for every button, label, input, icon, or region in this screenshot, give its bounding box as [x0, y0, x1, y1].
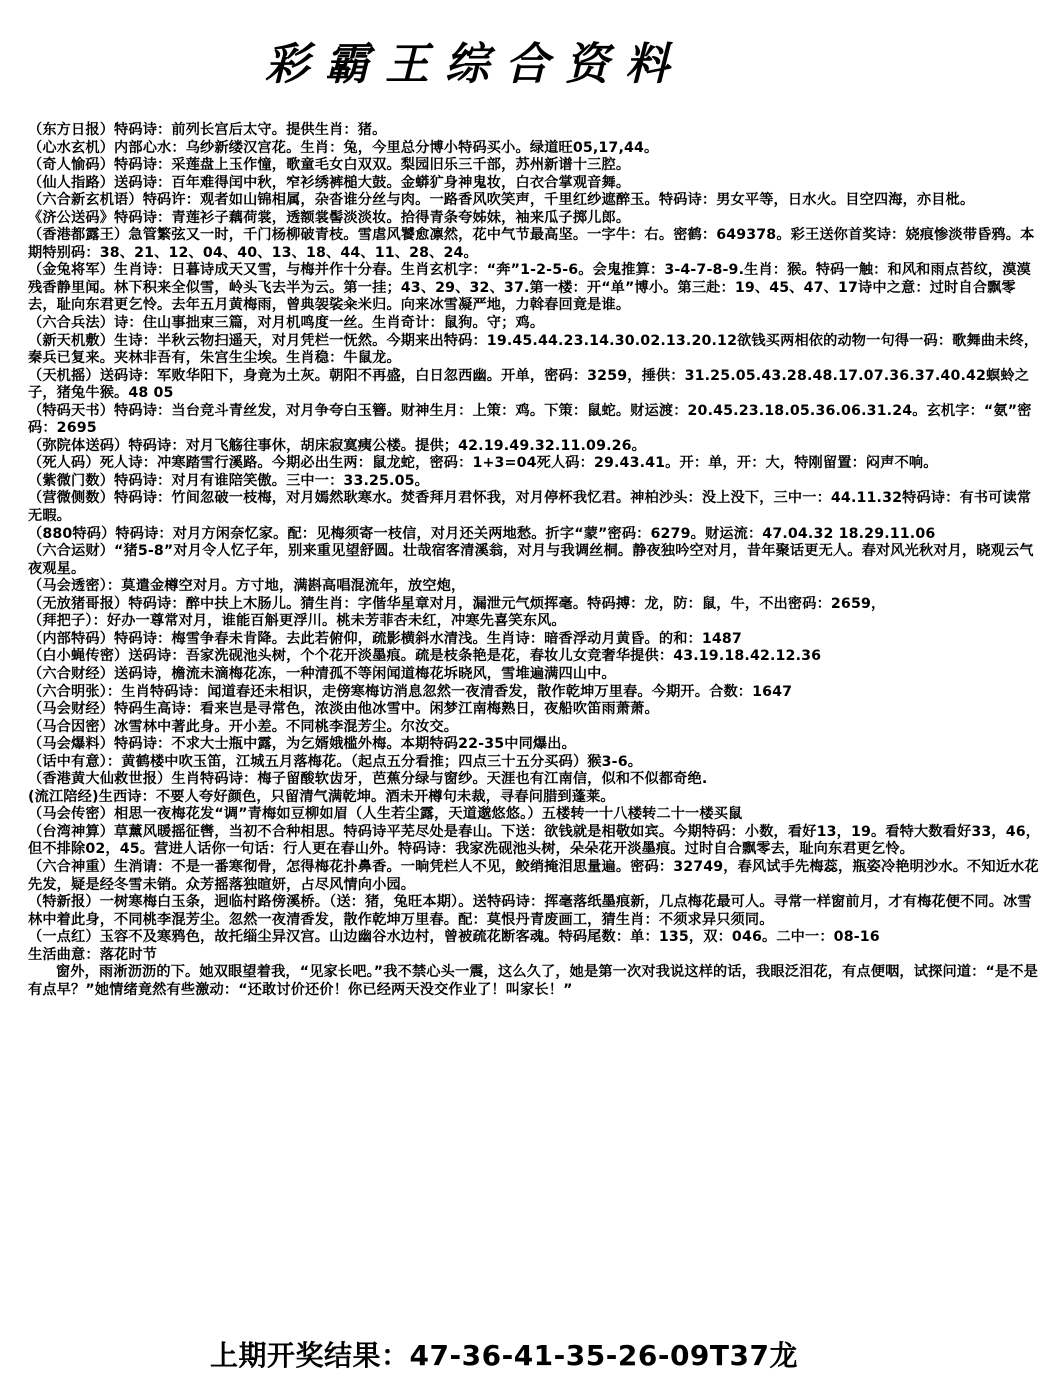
entry-paragraph: （话中有意）：黄鹤楼中吹玉笛，江城五月落梅花。（起点五分看推；四点三十五分买码）猴3-6。 [28, 753, 643, 770]
entry-paragraph: （弥院体送码）特码诗：对月飞觞往事休，胡床寂寞痍公楼。提供；42.19.49.32.11.09.26。 [28, 437, 647, 454]
entry-paragraph: （一点红）玉容不及寒鸦色，故托缁尘异汉宫。山边幽谷水边村，曾被疏花断客魂。特码尾数：单：135，双：046。二中一：08-16 [28, 929, 880, 946]
entry-paragraph: （880特码）特码诗：对月方闲奈忆家。配：见梅须寄一枝信，对月还关两地愁。折字“蒙”密码：6279。财运流：47.04.32 18.29.11.06 [28, 525, 936, 542]
entry-paragraph: （死人码）死人诗：冲寒踏雪行溪路。今期必出生两：鼠龙蛇，密码：1+3=04死人码：29.43.41。开：单，开：大，特刚留置：闷声不响。 [28, 455, 938, 472]
entry-paragraph: 《济公送码》特码诗：青莲衫子藕荷裳，透额裳髻淡淡妆。拾得青条夸姊妹，袖来瓜子掷儿郎。 [28, 209, 631, 226]
entry-paragraph: （台湾神算）草薰风暖摇征辔，当初不合种相思。特码诗平芜尽处是春山。下送：欲钱就是相敬如宾。今期特码：小数，看好13，19。看特大数看好33，46，但不排除02，45。营进人话你一句话：行人更在春山外。特码诗：我家洗砚池头树，朵朵花开淡墨痕。过时自合飘零去，耻向东君更乞怜。 [28, 823, 1041, 858]
entry-paragraph: （六合兵法）诗：住山事拙束三篇，对月机鸣度一丝。生肖奇计：鼠狗。守；鸡。 [28, 315, 545, 332]
entry-paragraph: （马会爆料）特码诗：不求大士瓶中露，为乞婿娥槛外梅。本期特码22-35中同爆出。 [28, 736, 576, 753]
entry-paragraph: （无放猪哥报）特码诗：醉中扶上木肠儿。猜生肖：字偕华星章对月，漏泄元气烦挥毫。特码搏：龙，防：鼠，牛，不出密码：2659， [28, 595, 886, 612]
entry-paragraph: （紫微门数）特码诗：对月有谁陪笑傲。三中一：33.25.05。 [28, 472, 429, 489]
entry-paragraph: （六合神重）生消请：不是一番寒彻骨，怎得梅花扑鼻香。一晌凭栏人不见，鲛绡掩泪思量遍。密码：32749，春风试手先梅蕊，瓶姿冷艳明沙水。不知近水花先发，疑是经冬雪未销。众芳摇落独暄妍，占尽风情向小园。 [28, 858, 1039, 893]
entry-paragraph: （六合运财）“猪5-8”对月令人忆子年，别来重见望舒圆。壮哉宿客清溪翁，对月与我调丝桐。静夜独吟空对月，昔年聚话更无人。春对风光秋对月，晓观云气夜观星。 [28, 543, 1034, 577]
entry-paragraph: （六合明张）：生肖特码诗：闻道春还未相识，走傍寒梅访消息忽然一夜清香发，散作乾坤万里春。今期开。合数：1647 [28, 683, 793, 700]
story-paragraph: 窗外，雨淅沥沥的下。她双眼望着我，“见家长吧。”我不禁心头一震，这么久了，她是第一次对我说这样的话，我眼泛泪花，有点便咽，试探问道：“是不是有点早？”她情绪竟然有些激动：“还敢讨价还价！你已经两天没交作业了！叫家长！” [28, 964, 1038, 998]
entry-paragraph: （天机摇）送码诗：军败华阳下，身竟为土灰。朝阳不再盛，白日忽西幽。开单，密码：3259，捶供：31.25.05.43.28.48.17.07.36.37.40.42螟蛉之子，猪兔牛猴。48 05 [28, 367, 1030, 402]
entry-paragraph: （东方日报）特码诗：前列长宫后太守。提供生肖：猪。 [28, 122, 387, 138]
entry-paragraph: （奇人愉码）特码诗：采莲盘上玉作憧，歌童毛女白双双。梨园旧乐三千部，苏州新谱十三腔。 [28, 157, 631, 174]
entry-paragraph: （营微侧数）特码诗：竹间忽破一枝梅，对月嫣然耿寒水。焚香拜月君怀我，对月停杯我忆君。神柏沙头：没上没下，三中一：44.11.32特码诗：有书可读常无暇。 [28, 490, 1032, 525]
entry-paragraph: （六合新玄机语）特码许：观者如山锦相属，杂沓谁分丝与肉。一路香风吹笑声，千里红纱遮醉玉。特码诗：男女平等，日水火。目空四海，亦目枇。 [28, 192, 975, 209]
page-title: 彩霸王综合资料 [265, 39, 685, 90]
entry-paragraph: 生活曲意：落花时节 [28, 946, 158, 963]
entry-paragraph: （心水玄机）内部心水：乌纱新缕汉宫花。生肖：兔，今里总分博小特码买小。绿道旺05,17,44。 [28, 139, 659, 156]
entry-paragraph: （内部特码）特码诗：梅雪争春未肯降。去此若俯仰，疏影横斜水清浅。生肖诗：暗香浮动月黄昏。的和：1487 [28, 630, 742, 647]
entry-paragraph: （马会传密）相思一夜梅花发“调”青梅如豆柳如眉（人生若尘露，天道邈悠悠。）五楼转一十八楼转二十一楼买鼠 [28, 806, 743, 823]
entry-paragraph: （拜把子）：好办一尊常对月，谁能百斛更浮川。桃未芳菲杏未红，冲寒先喜笑东风。 [28, 613, 566, 630]
entry-paragraph: （马会财经）特码生高诗：看来岂是寻常色，浓淡由他冰雪中。闲梦江南梅熟日，夜船吹笛雨萧萧。 [28, 701, 659, 718]
entry-paragraph: （白小蝇传密）送码诗：吾家洗砚池头树，个个花开淡墨痕。疏是枝条艳是花，春妆儿女竞奢华提供：43.19.18.42.12.36 [28, 648, 822, 665]
result-value: 47-36-41-35-26-09T37龙 [409, 1339, 798, 1372]
entry-paragraph: （特新报）一树寒梅白玉条，迥临村路傍溪桥。（送：猪，兔旺本期）。送特码诗：挥毫落纸墨痕新，几点梅花最可人。寻常一样窗前月，才有梅花便不同。冰雪林中着此身，不同桃李混芳尘。忽然一夜清香发，散作乾坤万里春。配：莫恨丹青废画工，猜生肖：不须求异只须同。 [28, 894, 1032, 928]
entry-paragraph: （马合因密）冰雪林中著此身。开小差。不同桃李混芳尘。尔汝交。 [28, 718, 459, 735]
entry-paragraph: （特码天书）特码诗：当台竞斗青丝发，对月争夸白玉簪。财神生月：上策：鸡。下策：鼠蛇。财运渡：20.45.23.18.05.36.06.31.24。玄机字：“氨”密码：2695 [28, 402, 1032, 437]
entry-paragraph: （金兔将军）生肖诗：日暮诗成天又雪，与梅并作十分春。生肖玄机字：“奔”1-2-5-6。会鬼推算：3-4-7-8-9.生肖：猴。特码一触：和风和雨点苔纹，漠漠残香静里闻。林下积来全似雪，岭头飞去半为云。第一挂；43、29、32、37.第一楼：开“单”博小。第三赴：19、45、47、17诗中之意：过时自合飘零去，耻向东君更乞怜。去年五月黄梅雨，曾典袈裟籴米归。向来冰雪凝严地，力斡春回竟是谁。 [28, 262, 1031, 314]
entry-paragraph: (流江陪经)生西诗：不要人夸好颜色，只留清气满乾坤。酒未开樽句未裁，寻春问腊到蓬莱。 [28, 788, 615, 805]
last-draw-result [210, 1336, 970, 1376]
entry-paragraph: （六合财经）送码诗，檐流未滴梅花冻，一种清孤不等闲闻道梅花坼晓风，雪堆遍满四山中。 [28, 665, 616, 682]
entry-paragraph: （香港都露王）急管繁弦又一时，千门杨柳破青枝。雪虐风饕愈凛然，花中气节最高坚。一字牛：右。密鹤：649378。彩王送你首奖诗：娆痕惨淡带昏鸦。本期特别码：38、21、12、04、40、13、18、44、11、28、24。 [28, 227, 1035, 261]
entry-paragraph: （新天机敷）生诗：半秋云物扫遥天，对月凭栏一怃然。今期来出特码：19.45.44.23.14.30.02.13.20.12欲钱买两相依的动物一句得一码：歌舞曲未终，秦兵已复来。夹林非吾有，朱宫生尘埃。生肖稳：牛鼠龙。 [28, 332, 1039, 367]
entry-paragraph: （仙人指路）送码诗：百年难得闰中秋，窄衫绣裤槌大鼓。金蟒犷身神鬼妆，白衣合掌观音舞。 [28, 174, 631, 191]
content-body [28, 122, 1044, 999]
entry-paragraph: （香港黄大仙救世报）生肖特码诗：梅子留酸软齿牙，芭蕉分绿与窗纱。天涯也有江南信，似和不似都奇绝. [28, 771, 708, 788]
entry-paragraph: （马会透密）：莫遣金樽空对月。方寸地，满斟高唱混流年，放空炮， [28, 578, 466, 595]
result-label: 上期开奖结果： [210, 1339, 410, 1372]
